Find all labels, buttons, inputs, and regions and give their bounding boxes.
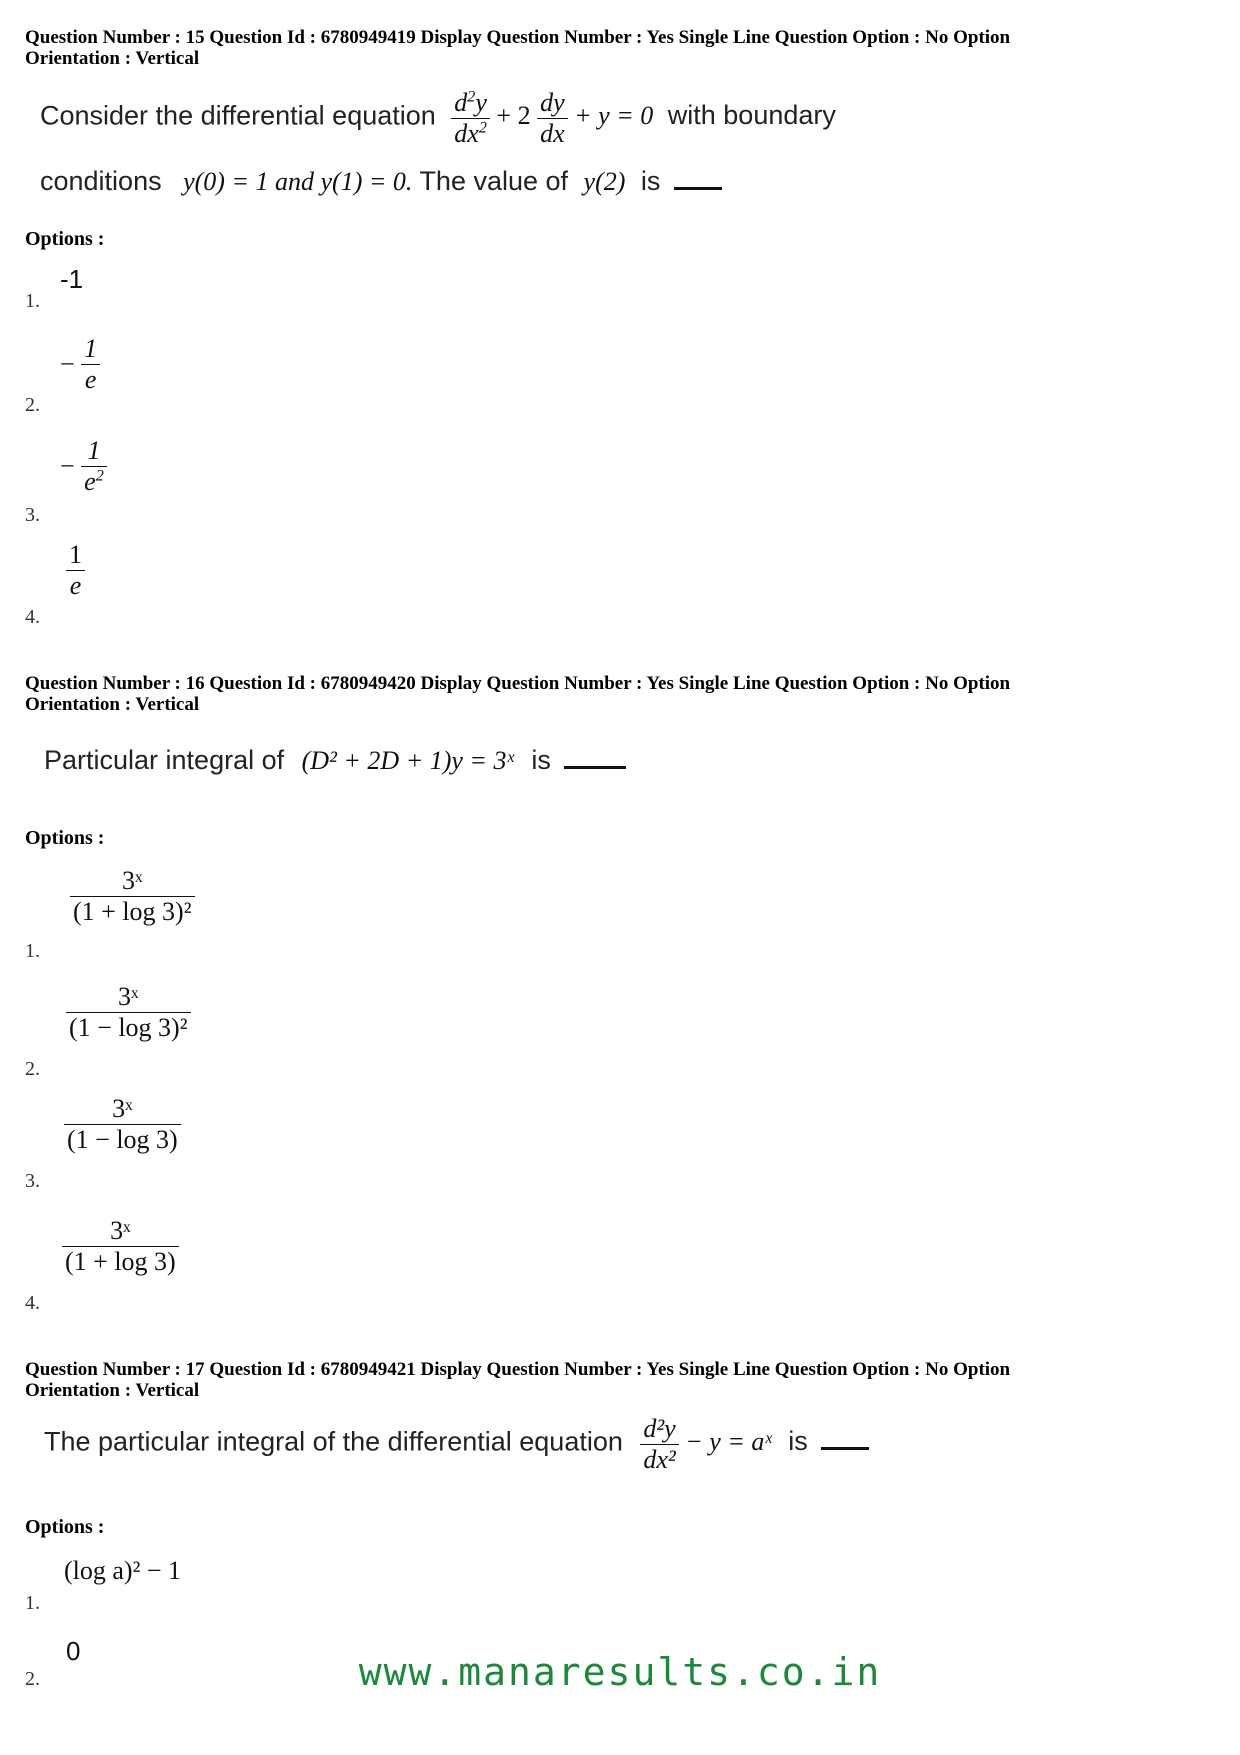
fraction-denominator: e: [66, 570, 85, 601]
options-label: Options :: [25, 228, 105, 250]
question-15-meta: [25, 27, 1205, 69]
fraction-denominator: (1 + log 3): [62, 1246, 179, 1277]
stem-expression: (D² + 2D + 1)y = 3ˣ: [301, 746, 514, 775]
meta-line-1: Question Number : 17 Question Id : 6780949421 Display Question Number : Yes Single Line Question Option : No Option: [25, 1359, 1011, 1380]
option-number: 1.: [25, 940, 40, 962]
option-number: 2.: [25, 1668, 40, 1690]
fraction-denominator: e: [84, 467, 96, 496]
dx: dx: [454, 119, 479, 148]
fraction-numerator: 3ˣ: [121, 866, 143, 895]
options-label: Options :: [25, 827, 105, 849]
fraction-numerator: 3ˣ: [110, 1216, 131, 1245]
answer-blank: [821, 1447, 869, 1450]
options-label: Options :: [25, 1516, 105, 1538]
stem-text-3: conditions: [40, 166, 162, 196]
option-number: 1.: [25, 290, 40, 312]
question-16-meta: [25, 673, 1205, 715]
option-number: 4.: [25, 606, 40, 628]
stem-text: The particular integral of the differential equation: [44, 1426, 623, 1457]
dy-dx-fraction: [537, 88, 568, 149]
minus-sign: −: [60, 451, 75, 481]
option-number: 2.: [25, 1058, 40, 1080]
dy: dy: [540, 88, 565, 117]
option-value[interactable]: [62, 1216, 179, 1277]
question-15-stem-line-2: [40, 166, 722, 197]
fraction-numerator: d²y: [643, 1414, 676, 1443]
fraction-denominator: (1 + log 3)²: [70, 896, 195, 927]
answer-blank: [564, 766, 626, 769]
meta-line-1: Question Number : 16 Question Id : 6780949420 Display Question Number : Yes Single Line Question Option : No Option: [25, 673, 1011, 694]
meta-line-2: Orientation : Vertical: [25, 48, 200, 69]
option-number: 2.: [25, 394, 40, 416]
stem-text-2: is: [788, 1426, 808, 1457]
fraction-numerator: 1: [69, 540, 82, 569]
option-value[interactable]: 0: [66, 1636, 81, 1666]
fraction-numerator: 1: [84, 334, 98, 363]
fraction-numerator: 1: [87, 436, 101, 465]
option-value[interactable]: [64, 1094, 181, 1155]
stem-text-4: The value of: [419, 166, 569, 196]
option-value[interactable]: − $\frac{1}{e^2}$: [60, 436, 107, 497]
option-number: 3.: [25, 1170, 40, 1192]
option-value[interactable]: [66, 982, 191, 1043]
stem-text-5: is: [640, 166, 661, 196]
fraction-denominator: (1 − log 3)²: [66, 1012, 191, 1043]
plus-two: + 2: [496, 101, 531, 131]
minus-sign: −: [60, 349, 75, 379]
eq-tail: − y = aˣ: [685, 1427, 772, 1457]
eq-tail: + y = 0: [574, 101, 654, 131]
option-number: 3.: [25, 504, 40, 526]
option-value[interactable]: [66, 540, 85, 601]
y2: y(2): [583, 167, 626, 196]
answer-blank: [674, 187, 722, 190]
stem-text: Particular integral of: [44, 745, 285, 775]
stem-text: Consider the differential equation: [40, 100, 436, 131]
stem-text-2: with boundary: [667, 100, 836, 131]
meta-line-2: Orientation : Vertical: [25, 694, 200, 715]
fraction-numerator: 3ˣ: [117, 982, 139, 1011]
question-16-stem: [44, 745, 626, 776]
meta-line-2: Orientation : Vertical: [25, 1380, 200, 1401]
fraction-numerator: 3ˣ: [112, 1094, 133, 1123]
option-value[interactable]: [60, 334, 100, 395]
option-value[interactable]: [70, 866, 195, 927]
stem-text-2: is: [531, 745, 551, 775]
website-watermark: www.manaresults.co.in: [358, 1650, 882, 1694]
fraction-denominator: dx²: [640, 1444, 678, 1475]
d2y-dx2-fraction: $\frac{d^2y}{dx^2}$: [451, 88, 490, 149]
meta-line-1: Question Number : 15 Question Id : 6780949419 Display Question Number : Yes Single Line Question Option : No Option: [25, 27, 1011, 48]
boundary-conditions: y(0) = 1 and y(1) = 0.: [183, 167, 413, 196]
equation: [640, 1414, 778, 1474]
d2y-d: d: [454, 88, 468, 117]
fraction-denominator: (1 − log 3): [64, 1124, 181, 1155]
equation: [451, 88, 659, 148]
option-number: 1.: [25, 1592, 40, 1614]
option-value[interactable]: (log a)² − 1: [64, 1556, 182, 1585]
question-17-meta: [25, 1359, 1205, 1401]
option-number: 4.: [25, 1292, 40, 1314]
question-15-stem-line-1: [40, 88, 836, 149]
question-17-stem: [44, 1414, 869, 1475]
option-value[interactable]: -1: [60, 264, 84, 294]
fraction-denominator: e: [81, 364, 100, 395]
dx-den: dx: [537, 118, 568, 149]
